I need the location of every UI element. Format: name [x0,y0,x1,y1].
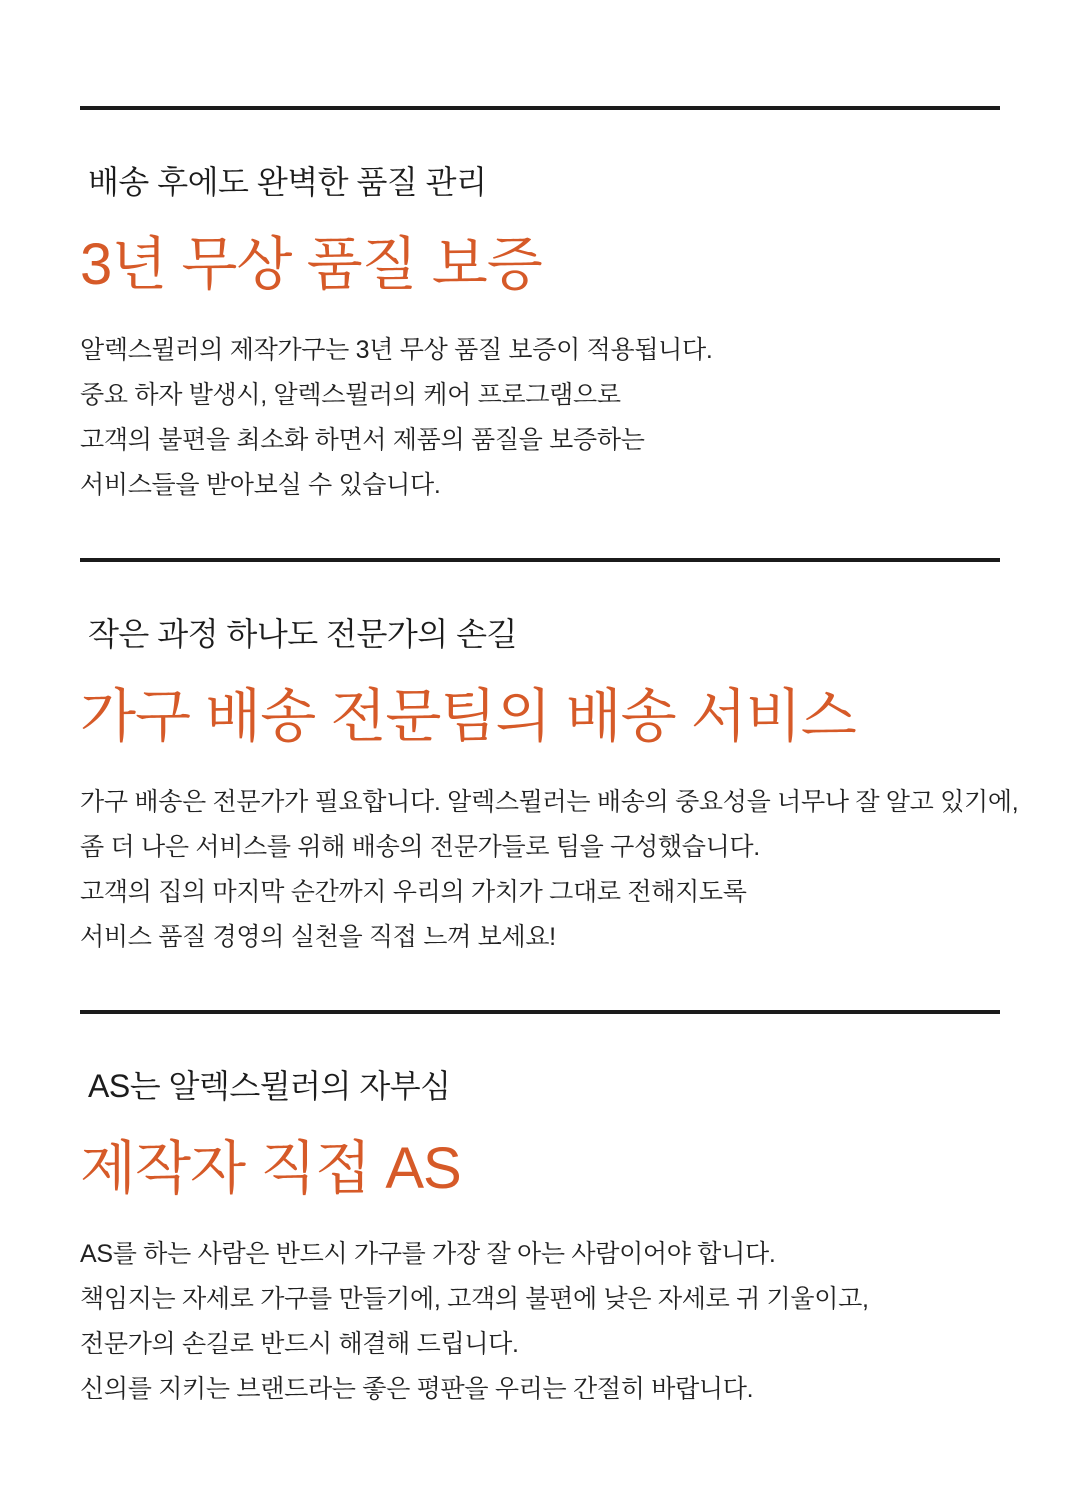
section-body [80,328,1000,558]
section-divider [80,106,1000,110]
section-body [80,1232,1000,1462]
body-line: 책임지는 자세로 가구를 만들기에, 고객의 불편에 낮은 자세로 귀 기울이고, [80,1285,869,1313]
body-line: AS를 하는 사람은 반드시 가구를 가장 잘 아는 사람이어야 합니다. [80,1240,776,1268]
body-line: 고객의 불편을 최소화 하면서 제품의 품질을 보증하는 [80,426,645,454]
body-line: 신의를 지키는 브랜드라는 좋은 평판을 우리는 간절히 바랍니다. [80,1375,754,1403]
body-line: 전문가의 손길로 반드시 해결해 드립니다. [80,1330,519,1358]
body-line: 알렉스뮐러의 제작가구는 3년 무상 품질 보증이 적용됩니다. [80,336,713,364]
body-line: 가구 배송은 전문가가 필요합니다. 알렉스뮐러는 배송의 중요성을 너무나 잘 알고 있기에, [80,788,1019,816]
section-warranty [80,162,1000,558]
section-body [80,780,1019,1010]
section-subtitle: 배송 후에도 완벽한 품질 관리 [88,164,487,200]
section-subtitle: 작은 과정 하나도 전문가의 손길 [88,616,517,652]
body-line: 중요 하자 발생시, 알렉스뮐러의 케어 프로그램으로 [80,381,621,409]
section-title: 가구 배송 전문팀의 배송 서비스 [80,684,856,749]
section-title: 제작자 직접 AS [80,1136,461,1201]
body-line: 서비스 품질 경영의 실천을 직접 느껴 보세요! [80,923,556,951]
section-title: 3년 무상 품질 보증 [80,232,542,297]
section-subtitle: AS는 알렉스뮐러의 자부심 [88,1068,451,1104]
body-line: 고객의 집의 마지막 순간까지 우리의 가치가 그대로 전해지도록 [80,878,747,906]
body-line: 좀 더 나은 서비스를 위해 배송의 전문가들로 팀을 구성했습니다. [80,833,760,861]
section-as [80,1066,1000,1462]
body-line: 서비스들을 받아보실 수 있습니다. [80,471,441,499]
section-divider [80,558,1000,562]
section-delivery [80,614,1019,1010]
section-divider [80,1010,1000,1014]
